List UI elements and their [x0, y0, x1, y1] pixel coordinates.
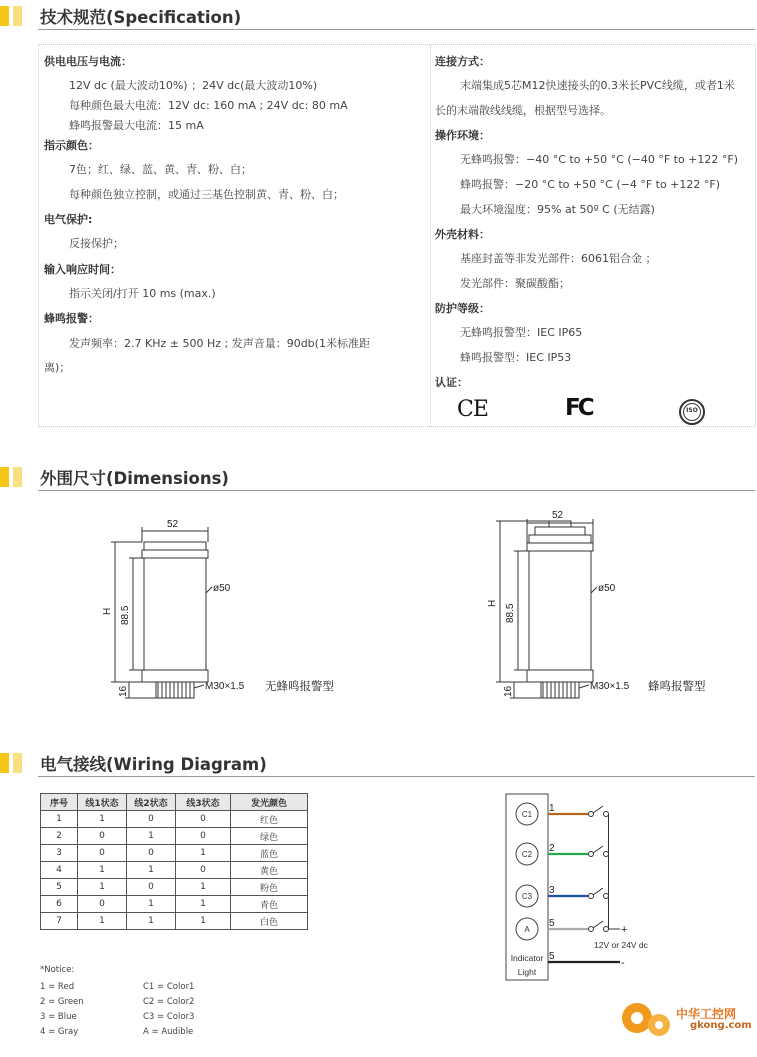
switch-contact — [589, 927, 594, 932]
notice-item: C3 = Color3 — [143, 1012, 195, 1022]
table-cell: 0 — [127, 811, 176, 828]
height-label: H — [102, 607, 113, 615]
table-cell: 1 — [176, 845, 231, 862]
table-cell: 绿色 — [231, 828, 308, 845]
power-line: 每种颜色最大电流：12V dc: 160 mA ; 24V dc: 80 mA — [69, 99, 348, 112]
spec-table — [38, 44, 756, 427]
wiring-circuit — [500, 790, 670, 985]
dimension-drawing-buzzer — [485, 505, 745, 705]
table-cell: 红色 — [231, 811, 308, 828]
circuit-node-label: C3 — [521, 892, 533, 901]
table-header: 序号 — [41, 794, 78, 811]
wiring-truth-table — [40, 793, 308, 930]
color-label: 指示颜色： — [44, 139, 99, 152]
thread-label: M30×1.5 — [590, 681, 630, 692]
switch-contact — [589, 812, 594, 817]
wire-number: 2 — [549, 843, 555, 854]
switch-contact — [604, 927, 609, 932]
table-cell: 1 — [176, 896, 231, 913]
table-cell: 6 — [41, 896, 78, 913]
model-label: 蜂鸣报警型 — [648, 679, 706, 693]
protect-label: 电气保护: — [44, 213, 93, 226]
power-label: 供电电压与电流： — [44, 55, 132, 68]
table-cell: 1 — [176, 879, 231, 896]
table-header: 发光颜色 — [231, 794, 308, 811]
switch-lever — [593, 806, 603, 813]
header-accent — [0, 6, 9, 26]
notice-item: C1 = Color1 — [143, 982, 195, 992]
wire-number: 1 — [549, 803, 555, 814]
color-line: 每种颜色独立控制，或通过三基色控制黄、青、粉、白； — [69, 188, 344, 201]
minus-terminal: - — [621, 957, 625, 969]
connection-line: 末端集成5芯M12快速接头的0.3米长PVC线缆，或者1米 — [460, 79, 735, 92]
table-cell: 4 — [41, 862, 78, 879]
environment-line: 蜂鸣报警：−20 °C to +50 °C (−4 °F to +122 °F) — [460, 178, 721, 191]
table-row — [41, 862, 308, 879]
notice-item: 4 = Gray — [40, 1027, 79, 1037]
diameter-label: ø50 — [213, 583, 231, 594]
iso-label: ISO — [686, 407, 698, 414]
header-rule — [38, 490, 755, 491]
buzzer-line: 离)； — [44, 361, 71, 374]
switch-contact — [589, 852, 594, 857]
table-cell: 0 — [127, 845, 176, 862]
notice-item: 3 = Blue — [40, 1012, 77, 1022]
ip-line: 无蜂鸣报警型：IEC IP65 — [460, 326, 583, 339]
table-header: 线1状态 — [78, 794, 127, 811]
ip-line: 蜂鸣报警型：IEC IP53 — [460, 351, 572, 364]
spec-title: 技术规范(Specification) — [40, 8, 242, 27]
shell-line: 基座封盖等非发光部件：6061铝合金 ； — [460, 252, 657, 265]
power-line: 12V dc (最大波动10%) ；24V dc(最大波动10%) — [69, 79, 318, 92]
header-accent — [0, 467, 9, 487]
table-body — [41, 811, 308, 930]
iso-icon — [679, 399, 705, 425]
protect-line: 反接保护； — [69, 237, 124, 250]
environment-line: 最大环境湿度：95% at 50º C (无结露) — [460, 203, 655, 216]
ce-icon: CE — [457, 397, 488, 422]
notice-title: *Notice: — [40, 965, 75, 975]
table-row — [41, 896, 308, 913]
table-cell: 0 — [176, 862, 231, 879]
table-row — [41, 828, 308, 845]
column-divider — [430, 45, 431, 426]
table-cell: 0 — [176, 811, 231, 828]
table-cell: 5 — [41, 879, 78, 896]
watermark-url: gkong.com — [690, 1020, 752, 1031]
buzzer-line: 发声频率：2.7 KHz ± 500 Hz ; 发声音量：90db(1米标准距 — [69, 337, 370, 350]
header-accent — [13, 753, 22, 773]
notice-item: 2 = Green — [40, 997, 84, 1007]
header-accent — [13, 6, 22, 26]
notice-item: A = Audible — [143, 1027, 194, 1037]
width-label: 52 — [552, 510, 564, 521]
notice-left — [40, 980, 84, 1040]
indicator-label: Indicator — [510, 953, 544, 963]
wiring-section-header — [0, 749, 757, 779]
circuit-node-label: C1 — [521, 810, 533, 819]
table-header-row — [41, 794, 308, 811]
shell-line: 发光部件：聚碳酸酯； — [460, 277, 570, 290]
wire-number: 5 — [549, 918, 555, 929]
supply-label: 12V or 24V dc — [594, 940, 648, 950]
header-rule — [38, 29, 755, 30]
table-cell: 1 — [127, 862, 176, 879]
table-cell: 0 — [78, 828, 127, 845]
watermark-brand: 中华工控网 — [676, 1007, 737, 1021]
table-cell: 3 — [41, 845, 78, 862]
thread-label: M30×1.5 — [205, 681, 245, 692]
circuit-node-label: C2 — [521, 850, 533, 859]
base-height-label: 16 — [118, 685, 129, 697]
fcc-icon: FC — [565, 395, 592, 421]
switch-contact — [604, 852, 609, 857]
model-label: 无蜂鸣报警型 — [265, 679, 334, 693]
table-cell: 2 — [41, 828, 78, 845]
spec-section-header — [0, 2, 757, 32]
dimension-drawing-no-buzzer — [100, 515, 360, 705]
switch-lever — [593, 888, 603, 895]
plus-terminal: + — [621, 924, 628, 936]
gear-icon — [648, 1014, 670, 1036]
notice-item: C2 = Color2 — [143, 997, 195, 1007]
shell-label: 外壳材料： — [435, 228, 490, 241]
table-row — [41, 811, 308, 828]
header-accent — [13, 467, 22, 487]
notice-right — [143, 980, 194, 1040]
table-row — [41, 913, 308, 930]
switch-lever — [593, 846, 603, 853]
table-cell: 1 — [127, 913, 176, 930]
table-cell: 蓝色 — [231, 845, 308, 862]
response-label: 输入响应时间： — [44, 263, 121, 276]
notice-item: 1 = Red — [40, 982, 75, 992]
response-line: 指示关闭/打开 10 ms (max.) — [69, 287, 216, 300]
height-value: 88.5 — [505, 603, 516, 623]
environment-line: 无蜂鸣报警：−40 °C to +50 °C (−40 °F to +122 °F) — [460, 153, 739, 166]
table-cell: 0 — [127, 879, 176, 896]
table-cell: 1 — [41, 811, 78, 828]
table-cell: 黄色 — [231, 862, 308, 879]
table-cell: 粉色 — [231, 879, 308, 896]
table-cell: 1 — [127, 896, 176, 913]
table-cell: 青色 — [231, 896, 308, 913]
table-row — [41, 879, 308, 896]
dim-section-header — [0, 463, 757, 493]
table-row — [41, 845, 308, 862]
connection-label: 连接方式： — [435, 55, 490, 68]
wire-number: 5 — [549, 951, 555, 962]
header-rule — [38, 776, 755, 777]
wiring-title: 电气接线(Wiring Diagram) — [40, 755, 267, 774]
table-cell: 1 — [78, 879, 127, 896]
switch-contact — [604, 894, 609, 899]
table-cell: 0 — [176, 828, 231, 845]
table-cell: 1 — [78, 913, 127, 930]
height-value: 88.5 — [120, 605, 131, 625]
table-cell: 1 — [78, 862, 127, 879]
gear-icon — [622, 1003, 652, 1033]
light-label: Light — [517, 967, 537, 977]
wire-number: 3 — [549, 885, 555, 896]
connection-line: 长的末端散线线缆，根据型号选择。 — [435, 104, 611, 117]
cert-label: 认证： — [435, 376, 468, 389]
circuit-node-label: A — [524, 925, 530, 934]
header-accent — [0, 753, 9, 773]
height-label: H — [487, 599, 498, 607]
power-line: 蜂鸣报警最大电流：15 mA — [69, 119, 204, 132]
dim-title: 外围尺寸(Dimensions) — [40, 469, 229, 488]
table-cell: 白色 — [231, 913, 308, 930]
table-cell: 1 — [78, 811, 127, 828]
switch-contact — [589, 894, 594, 899]
table-header: 线2状态 — [127, 794, 176, 811]
width-label: 52 — [167, 519, 179, 530]
table-cell: 0 — [78, 845, 127, 862]
switch-lever — [593, 921, 603, 928]
environment-label: 操作环境： — [435, 129, 490, 142]
buzzer-label: 蜂鸣报警： — [44, 312, 99, 325]
table-cell: 1 — [176, 913, 231, 930]
switch-contact — [604, 812, 609, 817]
ip-label: 防护等级： — [435, 302, 490, 315]
color-line: 7色；红、绿、蓝、黄、青、粉、白； — [69, 163, 252, 176]
table-cell: 7 — [41, 913, 78, 930]
diameter-label: ø50 — [598, 583, 616, 594]
table-cell: 0 — [78, 896, 127, 913]
base-height-label: 16 — [503, 685, 514, 697]
table-header: 线3状态 — [176, 794, 231, 811]
table-cell: 1 — [127, 828, 176, 845]
